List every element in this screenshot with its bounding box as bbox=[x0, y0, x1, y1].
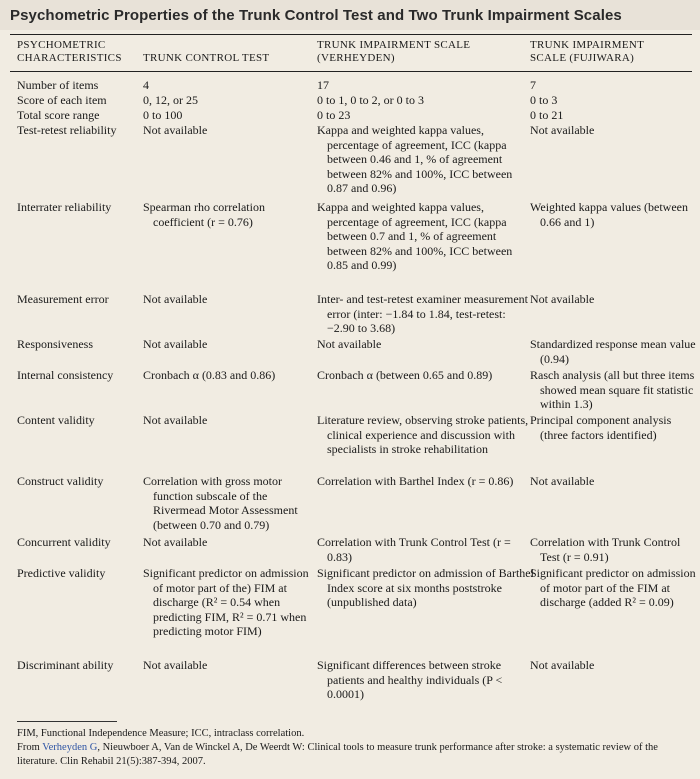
cell-fujiwara: Weighted kappa values (between 0.66 and 1) bbox=[530, 200, 688, 229]
cell-verheyden: Inter- and test-retest examiner measurement error (inter: −1.84 to 1.84, test-retest: −2.90 to 3.68) bbox=[317, 292, 528, 335]
table bbox=[0, 30, 700, 779]
cell-tct: Significant predictor on admission of motor part of the) FIM at discharge (R² = 0.54 when predicting FIM, R² = 0.71 when predicting motor FIM) bbox=[143, 566, 309, 638]
row-label: Predictive validity bbox=[17, 566, 106, 580]
cell-fujiwara: Principal component analysis (three factors identified) bbox=[530, 413, 672, 442]
cell-fujiwara: 7 bbox=[530, 78, 536, 92]
cell-fujiwara: 0 to 3 bbox=[530, 93, 558, 107]
header-tis-fujiwara: TRUNK IMPAIRMENT SCALE (FUJIWARA) bbox=[530, 39, 645, 64]
cell-tct: 4 bbox=[143, 78, 149, 92]
cell-tct: Cronbach α (0.83 and 0.86) bbox=[143, 368, 276, 382]
header-psychometric: PSYCHOMETRIC CHARACTERISTICS bbox=[17, 39, 122, 64]
footnote-rule bbox=[17, 721, 117, 722]
cell-fujiwara: Correlation with Trunk Control Test (r = 0.91) bbox=[530, 535, 681, 564]
cell-fujiwara: 0 to 21 bbox=[530, 108, 564, 122]
header-tis-verheyden: TRUNK IMPAIRMENT SCALE (VERHEYDEN) bbox=[317, 39, 471, 64]
cell-verheyden: Literature review, observing stroke patients, clinical experience and discussion with specialists in stroke rehabilitation bbox=[317, 413, 529, 456]
cell-fujiwara: Not available bbox=[530, 658, 595, 672]
cell-fujiwara: Not available bbox=[530, 123, 595, 137]
header-tct: TRUNK CONTROL TEST bbox=[143, 52, 270, 64]
row-label: Internal consistency bbox=[17, 368, 114, 382]
cell-tct: Not available bbox=[143, 658, 208, 672]
cell-tct: Spearman rho correlation coefficient (r = 0.76) bbox=[143, 200, 265, 229]
row-label: Responsiveness bbox=[17, 337, 93, 351]
cell-verheyden: 0 to 23 bbox=[317, 108, 351, 122]
footnote-source bbox=[17, 741, 687, 769]
row-label: Total score range bbox=[17, 108, 100, 122]
cell-fujiwara: Rasch analysis (all but three items showed mean square fit statistic within 1.3) bbox=[530, 368, 695, 411]
footnote-citation: , Nieuwboer A, Van de Winckel A, De Weerdt W: Clinical tools to measure trunk performance after stroke: a systematic review of the literature. Clin Rehabil 21(5):387-394, 2007. bbox=[17, 742, 658, 767]
cell-tct: Correlation with gross motor function subscale of the Rivermead Motor Assessment (between 0.70 and 0.79) bbox=[143, 474, 298, 532]
author-link[interactable]: Verheyden G bbox=[42, 742, 98, 753]
footnote-abbreviations: FIM, Functional Independence Measure; ICC, intraclass correlation. bbox=[17, 728, 305, 739]
row-label: Measurement error bbox=[17, 292, 109, 306]
cell-tct: Not available bbox=[143, 413, 208, 427]
cell-verheyden: 17 bbox=[317, 78, 329, 92]
cell-verheyden: Correlation with Trunk Control Test (r = 0.83) bbox=[317, 535, 511, 564]
cell-verheyden: 0 to 1, 0 to 2, or 0 to 3 bbox=[317, 93, 424, 107]
row-label: Discriminant ability bbox=[17, 658, 114, 672]
cell-fujiwara: Significant predictor on admission of motor part of the FIM at discharge (added R² = 0.09) bbox=[530, 566, 696, 609]
footnote-from: From bbox=[17, 742, 40, 753]
cell-verheyden: Cronbach α (between 0.65 and 0.89) bbox=[317, 368, 493, 382]
row-label: Construct validity bbox=[17, 474, 104, 488]
row-label: Interrater reliability bbox=[17, 200, 112, 214]
cell-tct: 0 to 100 bbox=[143, 108, 183, 122]
cell-verheyden: Significant differences between stroke patients and healthy individuals (P < 0.0001) bbox=[317, 658, 503, 701]
cell-fujiwara: Standardized response mean value (0.94) bbox=[530, 337, 696, 366]
cell-verheyden: Kappa and weighted kappa values, percentage of agreement, ICC (kappa between 0.46 and 1, % of agreement between 82% and 100%, ICC between 0.87 and 0.96) bbox=[317, 123, 513, 195]
cell-tct: Not available bbox=[143, 337, 208, 351]
cell-tct: 0, 12, or 25 bbox=[143, 93, 198, 107]
table-title: Psychometric Properties of the Trunk Control Test and Two Trunk Impairment Scales bbox=[10, 7, 622, 24]
row-label: Score of each item bbox=[17, 93, 107, 107]
cell-tct: Not available bbox=[143, 123, 208, 137]
header-rule bbox=[10, 71, 692, 72]
cell-fujiwara: Not available bbox=[530, 474, 595, 488]
row-label: Content validity bbox=[17, 413, 95, 427]
row-label: Concurrent validity bbox=[17, 535, 111, 549]
cell-tct: Not available bbox=[143, 292, 208, 306]
top-rule bbox=[10, 34, 692, 35]
row-label: Test-retest reliability bbox=[17, 123, 117, 137]
cell-fujiwara: Not available bbox=[530, 292, 595, 306]
row-label: Number of items bbox=[17, 78, 99, 92]
cell-tct: Not available bbox=[143, 535, 208, 549]
cell-verheyden: Significant predictor on admission of Barthel Index score at six months poststroke (unpublished data) bbox=[317, 566, 534, 609]
cell-verheyden: Kappa and weighted kappa values, percentage of agreement, ICC (kappa between 0.7 and 1, % of agreement between 82% and 100%, ICC between 0.85 and 0.99) bbox=[317, 200, 513, 272]
cell-verheyden: Not available bbox=[317, 337, 382, 351]
cell-verheyden: Correlation with Barthel Index (r = 0.86) bbox=[317, 474, 514, 488]
